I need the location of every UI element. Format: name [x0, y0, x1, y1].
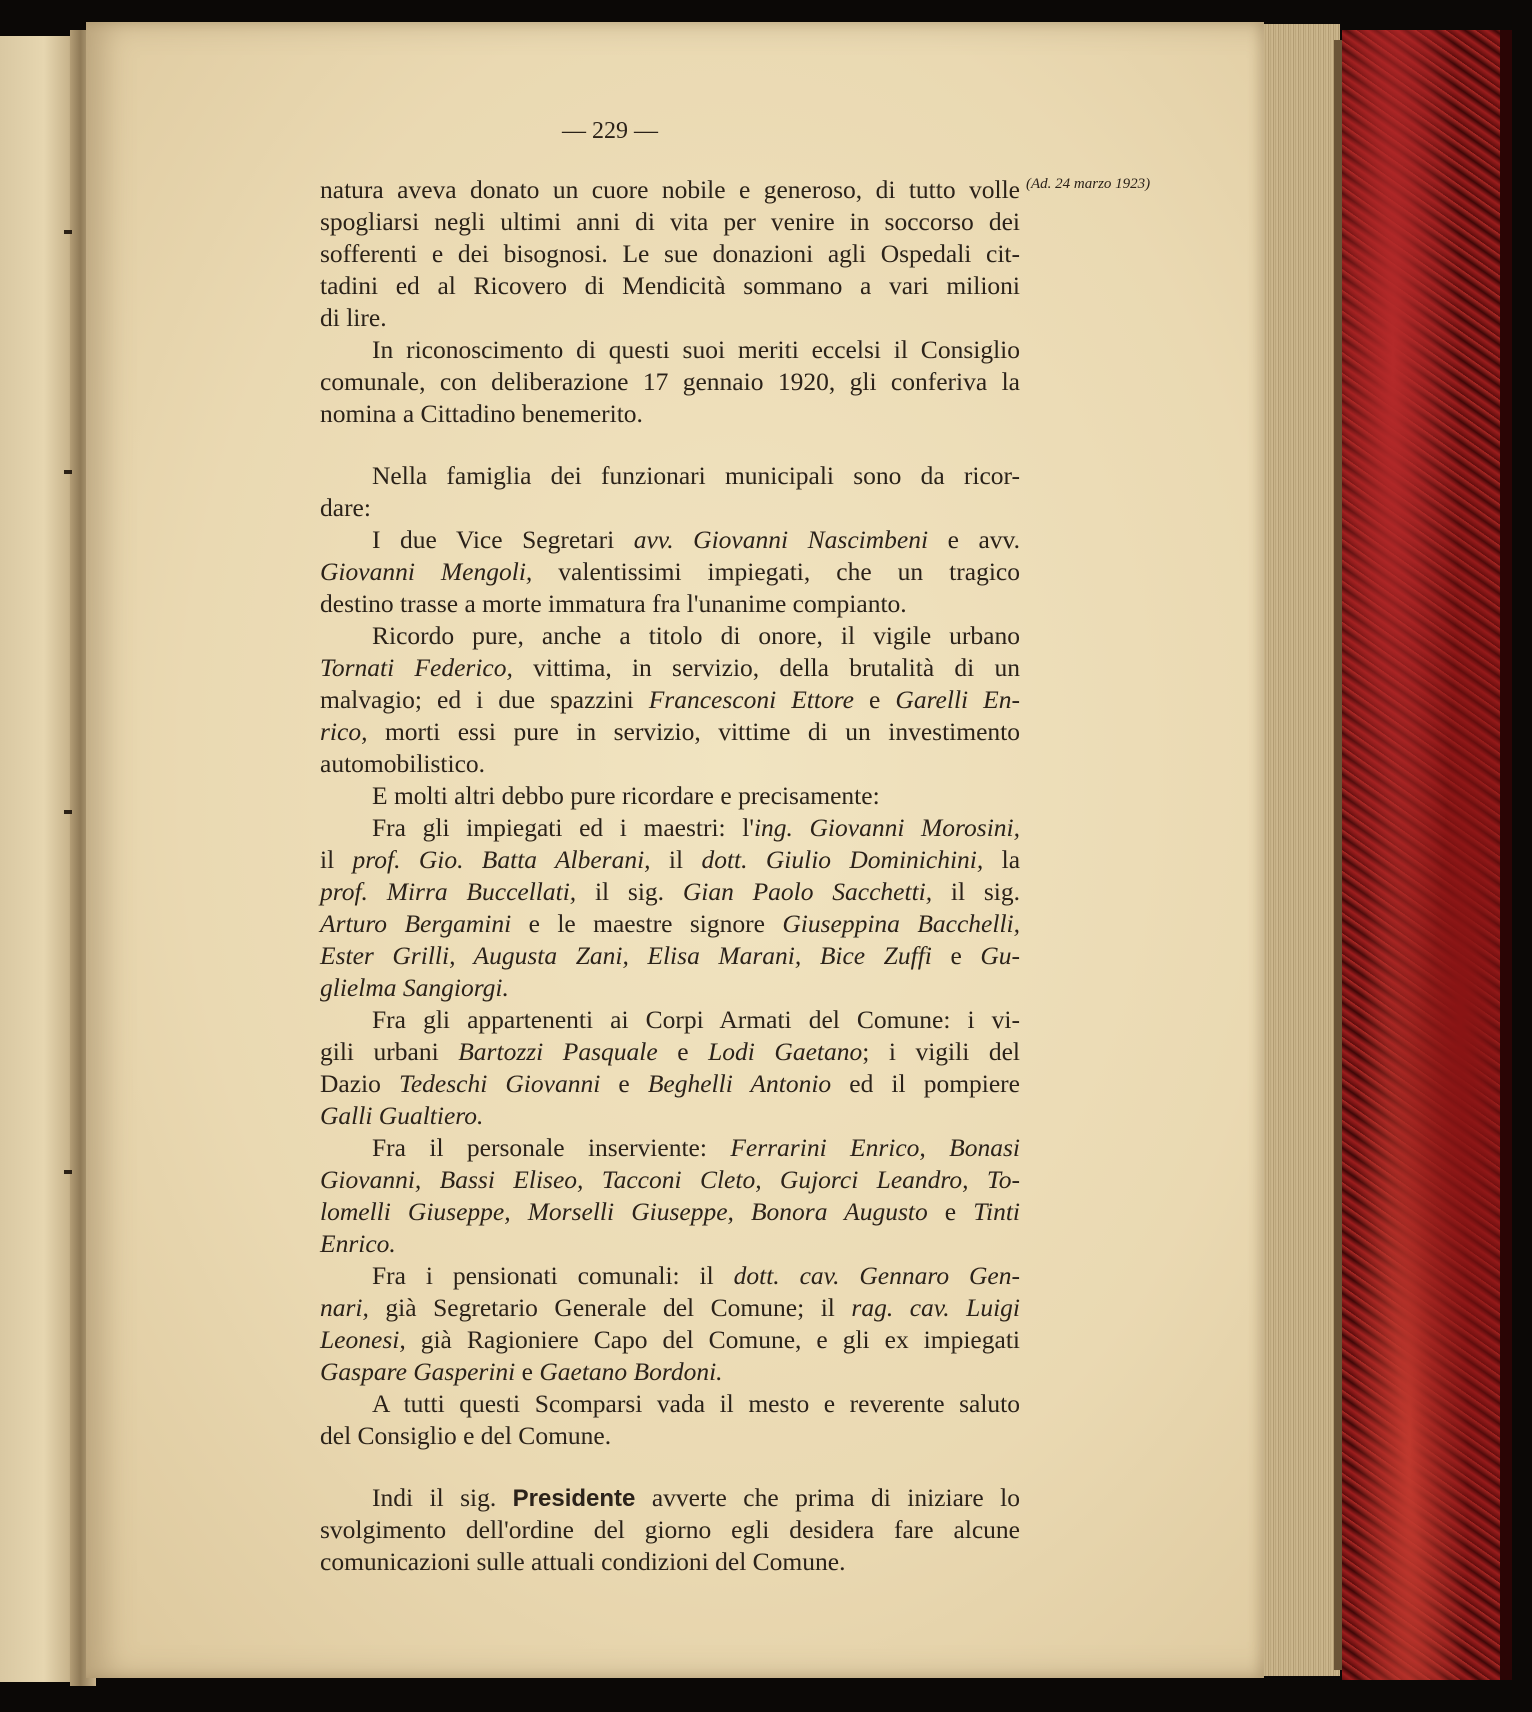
- paragraph-gap: [320, 1452, 1020, 1482]
- text-line: [320, 1228, 1020, 1260]
- text-run: il sig.: [576, 877, 683, 906]
- text-line: [320, 684, 1020, 716]
- text-run: vittima, in servizio, della brutalità di un: [512, 653, 1021, 682]
- text-line: automobilistico.: [320, 749, 486, 778]
- text-run: I due Vice Segretari: [372, 525, 634, 554]
- person-name: Gu-: [980, 941, 1020, 970]
- page-block-edges: [1264, 24, 1340, 1676]
- person-name: Garelli En-: [895, 685, 1020, 714]
- text-line: svolgimento dell'ordine del giorno egli desidera fare alcune: [320, 1515, 1020, 1544]
- person-name: Francesconi Ettore: [648, 685, 854, 714]
- text-run: e: [515, 1357, 540, 1386]
- person-name: nari,: [320, 1293, 369, 1322]
- person-name: Enrico.: [320, 1229, 396, 1258]
- text-run: e: [600, 1069, 648, 1098]
- paragraph-gap: [320, 430, 1020, 460]
- text-line: spogliarsi negli ultimi anni di vita per venire in soccorso dei: [320, 207, 1020, 236]
- person-name: Tornati Federico,: [320, 653, 513, 682]
- page-number: — 229 —: [562, 118, 658, 144]
- person-name: Giuseppina Bacchelli,: [782, 909, 1020, 938]
- text-run: il: [320, 845, 353, 874]
- text-line: Nella famiglia dei funzionari municipali sono da ricor-: [372, 461, 1020, 490]
- text-line: Fra gli appartenenti ai Corpi Armati del Comune: i vi-: [372, 1005, 1020, 1034]
- text-run: Fra gli impiegati ed i maestri: l': [372, 813, 754, 842]
- text-run: il: [650, 845, 702, 874]
- text-line: [320, 972, 1020, 1004]
- marginal-date-note: (Ad. 24 marzo 1923): [1026, 176, 1151, 192]
- text-run: valentissimi impiegati, che un tragico: [532, 557, 1020, 586]
- text-line: [320, 844, 1020, 876]
- text-line: dare:: [320, 493, 371, 522]
- text-run: ed il pompiere: [831, 1069, 1020, 1098]
- text-line: [320, 1482, 1020, 1514]
- text-line: [320, 876, 1020, 908]
- marbled-cover-board: [1342, 30, 1512, 1680]
- text-run: avverte che prima di iniziare lo: [635, 1483, 1020, 1512]
- person-name: glielma Sangiorgi.: [320, 973, 509, 1002]
- person-name: Ester Grilli, Augusta Zani, Elisa Marani, Bice Zuffi: [320, 941, 932, 970]
- text-line: E molti altri debbo pure ricordare e precisamente:: [372, 781, 880, 810]
- text-run: già Ragioniere Capo del Comune, e gli ex impiegati: [405, 1325, 1020, 1354]
- text-line: nomina a Cittadino benemerito.: [320, 399, 643, 428]
- text-run: Fra il personale inserviente:: [372, 1133, 731, 1162]
- text-line: di lire.: [320, 303, 387, 332]
- text-line: [320, 1292, 1020, 1324]
- text-run: Indi il sig.: [372, 1483, 513, 1512]
- person-name: Lodi Gaetano: [708, 1037, 863, 1066]
- text-line: [320, 812, 1020, 844]
- text-run: ; i vigili del: [862, 1037, 1021, 1066]
- text-line: [320, 1356, 1020, 1388]
- text-line: [320, 1196, 1020, 1228]
- text-run: gili urbani: [320, 1037, 459, 1066]
- text-line: [320, 940, 1020, 972]
- left-page-edge: [0, 36, 80, 1682]
- text-line: [320, 556, 1020, 588]
- cover-board-edge: [1500, 30, 1512, 1680]
- person-name: Giovanni Nascimbeni: [693, 525, 929, 554]
- text-run: e avv.: [928, 525, 1021, 554]
- text-line: In riconoscimento di questi suoi meriti eccelsi il Consiglio: [372, 335, 1020, 364]
- text-line: [320, 524, 1020, 556]
- person-name: Giovanni Mengoli,: [320, 557, 533, 586]
- person-name: rag. cav. Luigi: [851, 1293, 1020, 1322]
- text-line: [320, 1068, 1020, 1100]
- text-line: [320, 1132, 1020, 1164]
- person-name: rico,: [320, 717, 368, 746]
- person-name: dott. Giulio Dominichini,: [701, 845, 984, 874]
- text-line: del Consiglio e del Comune.: [320, 1421, 612, 1450]
- person-name: Giovanni, Bassi Eliseo, Tacconi Cleto, Gujorci Leandro, To-: [320, 1165, 1020, 1194]
- text-line: sofferenti e dei bisognosi. Le sue donazioni agli Ospedali cit-: [320, 239, 1020, 268]
- text-line: [320, 652, 1020, 684]
- text-run: e le maestre signore: [511, 909, 783, 938]
- person-name: Tinti: [973, 1197, 1020, 1226]
- person-name: prof. Mirra Buccellati,: [320, 877, 577, 906]
- text-run: Fra i pensionati comunali: il: [372, 1261, 734, 1290]
- title-run: avv.: [633, 525, 674, 554]
- person-name: ing. Giovanni Morosini,: [753, 813, 1020, 842]
- person-name: Gaspare Gasperini: [320, 1357, 516, 1386]
- person-name: Galli Gualtiero.: [320, 1101, 484, 1130]
- person-name: prof. Gio. Batta Alberani,: [352, 845, 651, 874]
- text-line: [320, 1036, 1020, 1068]
- text-line: comunicazioni sulle attuali condizioni del Comune.: [320, 1547, 846, 1576]
- person-name: Bartozzi Pasquale: [458, 1037, 658, 1066]
- text-run: la: [983, 845, 1021, 874]
- text-line: A tutti questi Scomparsi vada il mesto e reverente saluto: [372, 1389, 1020, 1418]
- text-run: malvagio; ed i due spazzini: [320, 685, 649, 714]
- text-line: Ricordo pure, anche a titolo di onore, il vigile urbano: [372, 621, 1020, 650]
- binding-thread: [64, 810, 72, 814]
- text-run: e: [854, 685, 896, 714]
- text-run: il sig.: [932, 877, 1021, 906]
- text-run: morti essi pure in servizio, vittime di un investimento: [367, 717, 1020, 746]
- text-run: Dazio: [320, 1069, 399, 1098]
- text-line: [320, 908, 1020, 940]
- text-run: e: [927, 1197, 974, 1226]
- text-line: [320, 1164, 1020, 1196]
- binding-thread: [64, 230, 72, 234]
- person-name: Leonesi,: [320, 1325, 406, 1354]
- text-line: [320, 1324, 1020, 1356]
- text-run: e: [931, 941, 981, 970]
- speaker-name: Presidente: [512, 1485, 636, 1512]
- person-name: Arturo Bergamini: [320, 909, 512, 938]
- text-line: comunale, con deliberazione 17 gennaio 1920, gli conferiva la: [320, 367, 1020, 396]
- binding-thread: [64, 1170, 72, 1174]
- text-line: destino trasse a morte immatura fra l'unanime compianto.: [320, 589, 907, 618]
- binding-thread: [64, 470, 72, 474]
- text-run: [674, 525, 694, 554]
- person-name: Gian Paolo Sacchetti,: [682, 877, 933, 906]
- text-line: [320, 716, 1020, 748]
- person-name: Ferrarini Enrico, Bonasi: [730, 1133, 1020, 1162]
- person-name: dott. cav. Gennaro Gen-: [733, 1261, 1020, 1290]
- person-name: Gaetano Bordoni.: [539, 1357, 723, 1386]
- paragraph: [320, 174, 1020, 1578]
- text-run: e: [657, 1037, 709, 1066]
- text-line: tadini ed al Ricovero di Mendicità sommano a vari milioni: [320, 271, 1020, 300]
- person-name: lomelli Giuseppe, Morselli Giuseppe, Bonora Augusto: [320, 1197, 928, 1226]
- text-line: [320, 1260, 1020, 1292]
- text-run: già Segretario Generale del Comune; il: [368, 1293, 852, 1322]
- text-line: [320, 1100, 1020, 1132]
- person-name: Beghelli Antonio: [647, 1069, 832, 1098]
- text-line: natura aveva donato un cuore nobile e generoso, di tutto volle: [320, 175, 1020, 204]
- person-name: Tedeschi Giovanni: [398, 1069, 601, 1098]
